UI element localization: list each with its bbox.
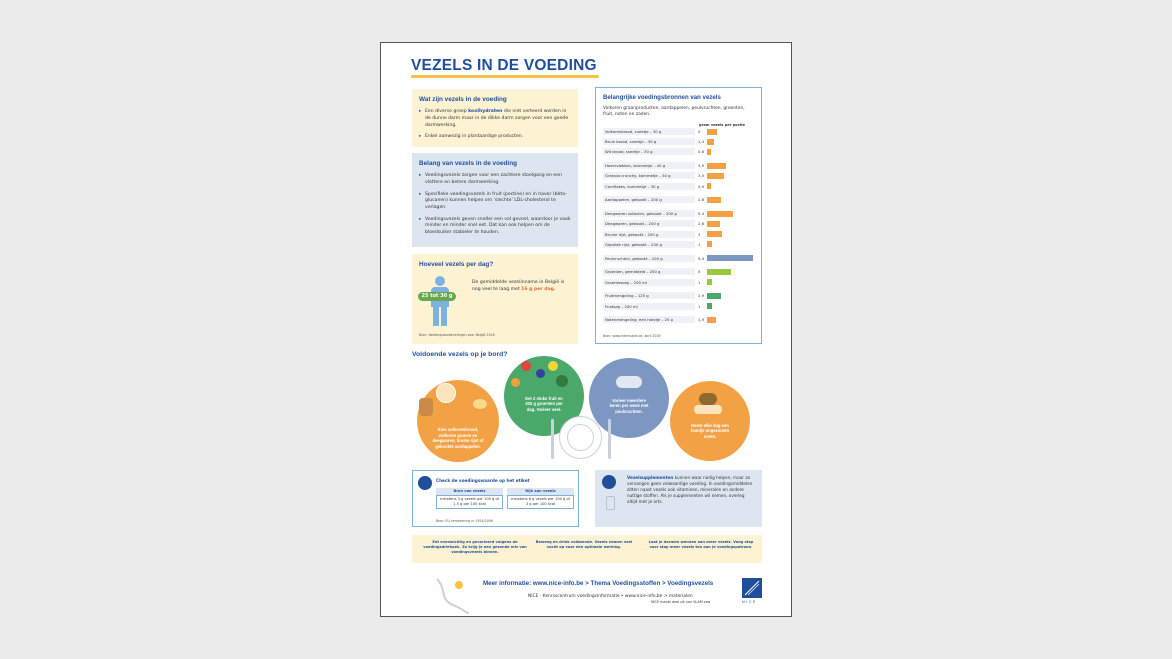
fiber-source-label: Deegwaren, gekookt – 200 g <box>603 220 695 227</box>
daily-amount-badge: 25 tot 30 g <box>418 292 456 301</box>
fiber-source-value: 0,9 <box>698 183 705 189</box>
fiber-source-label: Fruitsap – 200 ml <box>603 303 695 310</box>
fiber-source-label: Cornflakes, kommetje – 30 g <box>603 183 695 190</box>
nuts-icon <box>699 393 717 405</box>
tips-bar <box>412 535 762 563</box>
fruit-vegetables-text: Eet 2 stuks fruit en 300 g groenten per dag. Varieer veel. <box>525 395 563 412</box>
fiber-source-value: 5 <box>698 269 701 275</box>
fiber-source-bar <box>707 197 721 203</box>
apple-icon <box>521 361 531 371</box>
fiber-source-row <box>603 196 755 203</box>
grapes-icon <box>536 369 545 378</box>
fiber-source-bar <box>707 221 720 227</box>
fiber-source-bar <box>707 231 722 237</box>
fork-icon <box>551 419 554 459</box>
fiber-source-value: 1,9 <box>698 317 705 323</box>
fiber-source-row <box>603 210 755 217</box>
fiber-source-header: Bron van vezels <box>436 488 503 495</box>
plate-inner-rim <box>567 424 594 451</box>
fiber-source-label: Gepelde rijst, gekookt – 200 g <box>603 241 695 248</box>
fiber-source-value: 2,9 <box>698 293 705 299</box>
fiber-source-text: minstens 3 g vezels per 100 g of 1,5 g per 100 kcal <box>436 495 503 509</box>
importance-box <box>412 153 578 247</box>
more-info-link[interactable]: Meer informatie: www.nice-info.be > Thema Voedingsstoffen > Voedingsvezels <box>483 580 714 587</box>
fiber-source-label: Peulvruchten, gekookt – 100 g <box>603 255 695 262</box>
fiber-source-bar <box>707 173 724 179</box>
daily-source: Bron: Voedingsaanbevelingen voor België 2016 <box>419 333 495 337</box>
fiber-source-row <box>603 241 755 248</box>
what-item: ▸ Enkel aanwezig in plantaardige producten. <box>419 134 571 141</box>
fiber-source-bar <box>707 183 711 189</box>
supplements-highlight: Vezelsupplementen <box>627 475 674 480</box>
nice-logo-text: NICE <box>742 600 757 604</box>
grains-text: Kies volkorenbrood, volkoren granen en deegwaren, bruine rijst of gekookte aardappelen. <box>432 427 484 449</box>
fiber-source-value: 0,8 <box>698 149 705 155</box>
spoon-icon <box>608 419 611 459</box>
fiber-source-bar <box>707 317 716 323</box>
fiber-source-bar <box>707 303 712 309</box>
legumes-circle <box>589 358 669 438</box>
tip-item: Eet evenwichtig en gevarieerd volgens de voedingsdriehoek. Zo krijg je een gezonde mix van voedingsvezels binnen. <box>423 540 527 555</box>
label-check-heading: Check de voedingswaarde op het etiket <box>436 478 530 483</box>
fiber-source-label: Granola crunchy, kommetje – 50 g <box>603 172 695 179</box>
bottle-icon <box>606 496 615 510</box>
legumes-text: Varieer meerdere keren per week met peulvruchten. <box>609 397 649 414</box>
importance-item: ▸ Voedingsvezels geven sneller een vol gevoel, waardoor je vaak minder en minder snel eet. Dat kan ook helpen om de bloedsuiker stabieler te houden. <box>419 217 571 237</box>
supplements-text: kunnen waar nodig helpen, maar zo vervangen geen volwaardige voeding. In voedingsmiddelen zitten naast vezels ook vitaminen, mineralen en andere nuttige stoffen. Als je supplementen wil nemen, overleg altijd met je arts. <box>627 475 753 505</box>
fiber-sources-table <box>595 87 762 344</box>
importance-item: ▸ Specifieke voedingsvezels in fruit (pectine) en in haver (bèta-glucanen) kunnen helpen om 'slechte' LDL-cholesterol te verlagen. <box>419 192 571 212</box>
daily-note-text: De gemiddelde vezelinname in België is nog veel te laag met <box>472 280 565 292</box>
fiber-source-bar <box>707 293 721 299</box>
fiber-source-bar <box>707 211 733 217</box>
fiber-source-bar <box>707 279 712 285</box>
label-check-box <box>412 470 579 527</box>
fiber-source-row <box>603 162 755 169</box>
sources-intro: Volkoren graanproducten, aardappelen, peulvruchten, groenten, fruit, noten en zaden. <box>603 106 745 118</box>
fiber-source-value: 2,8 <box>698 197 705 203</box>
fiber-source-value: 5,4 <box>698 211 705 217</box>
fiber-source-row <box>603 183 755 190</box>
fiber-source-bar <box>707 269 731 275</box>
tip-item: Laat je darmen wennen aan meer vezels. Voeg stap voor stap meer vezels toe aan je voedingspatroon. <box>648 540 754 550</box>
bowl-icon <box>436 383 456 403</box>
what-item <box>419 109 571 129</box>
fiber-rich-text: minstens 6 g vezels per 100 g of 3 g per 100 kcal <box>507 495 574 509</box>
fiber-source-row <box>603 128 755 135</box>
fiber-source-label: Bruin brood, sneetje – 30 g <box>603 138 695 145</box>
decorative-wave-icon <box>435 575 475 615</box>
fiber-source-label: Groentesoep – 200 ml <box>603 279 695 286</box>
what-item-highlight: koolhydraten <box>468 109 503 115</box>
fiber-source-row <box>603 220 755 227</box>
fiber-source-value: 3,5 <box>698 173 705 179</box>
fiber-source-row <box>603 303 755 310</box>
fiber-source-value: 9,4 <box>698 255 705 261</box>
pepper-icon <box>511 378 520 387</box>
fiber-source-label: Fruitmengeling – 125 g <box>603 292 695 299</box>
fiber-source-column <box>436 488 503 509</box>
pill-icon <box>602 475 616 489</box>
fiber-source-row <box>603 292 755 299</box>
fiber-source-row <box>603 138 755 145</box>
fiber-source-row <box>603 268 755 275</box>
fiber-source-label: Volkorenbrood, sneetje – 30 g <box>603 128 695 135</box>
what-heading: Wat zijn vezels in de voeding <box>419 96 507 103</box>
bread-icon <box>419 398 433 416</box>
what-item-text: Een diverse groep <box>425 109 469 115</box>
poster <box>380 42 792 617</box>
fiber-rich-column <box>507 488 574 509</box>
fiber-source-value: 3,9 <box>698 163 705 169</box>
person-icon <box>426 276 454 328</box>
label-check-source: Bron: EU-verordening nr 1924/2006 <box>436 519 493 523</box>
fiber-source-label: Wit brood, sneetje – 30 g <box>603 148 695 155</box>
fiber-source-bar <box>707 149 711 155</box>
fiber-source-row <box>603 255 755 262</box>
sun-icon <box>455 581 463 589</box>
fiber-source-row <box>603 231 755 238</box>
fiber-source-row <box>603 172 755 179</box>
fiber-source-label: Notenmengeling, een handje – 25 g <box>603 316 695 323</box>
fiber-source-label: Havervlokken, kommetje – 40 g <box>603 162 695 169</box>
fiber-source-value: 1,4 <box>698 139 705 145</box>
fiber-source-value: 1 <box>698 279 701 285</box>
fiber-source-value: 2,6 <box>698 221 705 227</box>
what-item-text: die niet verteerd worden in de dunne darm maar in de dikke darm zorgen voor een goede darmwerking. <box>425 109 569 128</box>
fiber-source-value: 3 <box>698 231 701 237</box>
tip-item: Beweeg en drink voldoende. Vezels nemen veel vocht op voor een optimale werking. <box>535 540 633 550</box>
page-title: VEZELS IN DE VOEDING <box>411 57 597 74</box>
plate-heading: Voldoende vezels op je bord? <box>412 351 508 358</box>
nice-logo <box>742 578 762 598</box>
daily-note <box>472 280 568 293</box>
fiber-source-row <box>603 279 755 286</box>
fiber-source-value: 1 <box>698 303 701 309</box>
grains-circle <box>417 380 499 462</box>
footer-vlam: NICE maakt deel uit van VLAM vzw <box>651 600 711 604</box>
beans-icon <box>616 376 642 388</box>
sources-heading: Belangrijke voedingsbronnen van vezels <box>603 94 721 101</box>
broccoli-icon <box>556 375 568 387</box>
what-are-fibers-box <box>412 89 578 147</box>
hand-icon <box>694 405 722 414</box>
fiber-source-row <box>603 148 755 155</box>
footer-credit: NICE - Kenniscentrum voedingsinformatie • www.nice-info.be > materialen <box>528 594 693 599</box>
sources-column-header: gram vezels per portie <box>699 123 745 127</box>
supplements-box <box>595 470 762 527</box>
importance-item: ▸ Voedingsvezels zorgen voor een zachtere stoelgang en een vlottere en betere darmwerking. <box>419 173 571 186</box>
fiber-source-bar <box>707 129 717 135</box>
fiber-rich-header: Rijk aan vezels <box>507 488 574 495</box>
daily-intake-box <box>412 254 578 344</box>
daily-note-highlight: 16 g per dag. <box>521 286 556 292</box>
magnifier-icon <box>418 476 432 490</box>
sources-source: Bron: www.internubel.be, april 2026 <box>603 334 661 338</box>
nuts-text: Neem elke dag een handje ongezouten noten. <box>690 422 730 439</box>
importance-heading: Belang van vezels in de voeding <box>419 160 518 167</box>
lemon-icon <box>548 361 558 371</box>
fiber-source-label: Groenten, gemiddeld – 200 g <box>603 268 695 275</box>
fiber-source-value: 1 <box>698 241 701 247</box>
fiber-source-label: Deegwaren volkoren, gekookt – 200 g <box>603 210 695 217</box>
fiber-source-bar <box>707 163 726 169</box>
title-underline <box>411 75 599 78</box>
fiber-source-label: Aardappelen, gekookt – 200 g <box>603 196 695 203</box>
potato-icon <box>473 399 487 409</box>
fiber-source-label: Bruine rijst, gekookt – 200 g <box>603 231 695 238</box>
daily-heading: Hoeveel vezels per dag? <box>419 261 494 268</box>
fiber-source-value: 2 <box>698 129 701 134</box>
fiber-source-bar <box>707 139 714 145</box>
fiber-source-bar <box>707 241 712 247</box>
fiber-source-bar <box>707 255 753 261</box>
fiber-source-row <box>603 316 755 323</box>
